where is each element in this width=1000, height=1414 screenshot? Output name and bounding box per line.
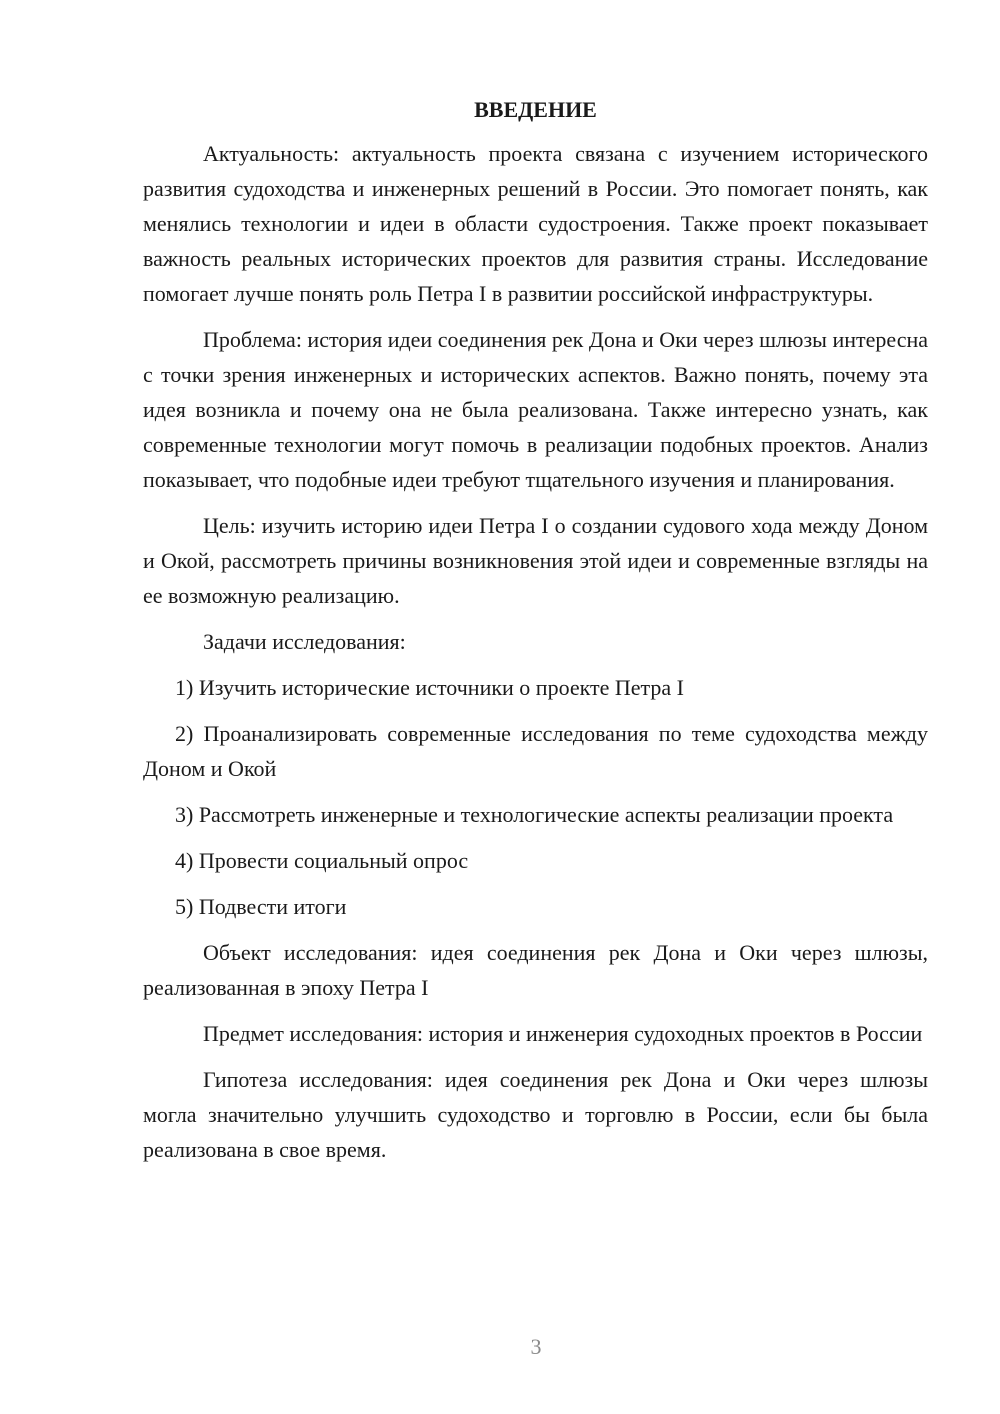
goal-paragraph: Цель: изучить историю идеи Петра I о создании судового хода между Доном и Окой, рассмотреть причины возникновения этой идеи и современные взгляды на ее возможную реализацию. <box>143 513 928 608</box>
problem-paragraph: Проблема: история идеи соединения рек Дона и Оки через шлюзы интересна с точки зрения инженерных и исторических аспектов. Важно понять, почему эта идея возникла и почему она не была реализована. Также интересно узнать, как современные технологии могут помочь в реализации подобных проектов. Анализ показывает, что подобные идеи требуют тщательного изучения и планирования. <box>143 327 928 492</box>
subject-paragraph: Предмет исследования: история и инженерия судоходных проектов в России <box>203 1021 923 1046</box>
page-title: ВВЕДЕНИЕ <box>474 97 597 122</box>
hypothesis-paragraph: Гипотеза исследования: идея соединения рек Дона и Оки через шлюзы могла значительно улучшить судоходство и торговлю в России, если бы была реализована в свое время. <box>143 1067 928 1162</box>
relevance-paragraph: Актуальность: актуальность проекта связана с изучением исторического развития судоходства и инженерных решений в России. Это помогает понять, как менялись технологии и идеи в области судостроения. Также проект показывает важность реальных исторических проектов для развития страны. Исследование помогает лучше понять роль Петра I в развитии российской инфраструктуры. <box>143 141 928 306</box>
document-page <box>143 95 928 1178</box>
task-item: 3) Рассмотреть инженерные и технологические аспекты реализации проекта <box>175 802 894 827</box>
tasks-heading: Задачи исследования: <box>203 629 406 654</box>
page-number: 3 <box>530 1334 542 1359</box>
task-item: 5) Подвести итоги <box>175 894 347 919</box>
task-item: 4) Провести социальный опрос <box>175 848 469 873</box>
task-item: 1) Изучить исторические источники о проекте Петра I <box>175 675 685 700</box>
object-paragraph: Объект исследования: идея соединения рек Дона и Оки через шлюзы, реализованная в эпоху Петра I <box>143 940 928 1000</box>
task-item: 2) Проанализировать современные исследования по теме судоходства между Доном и Окой <box>143 721 928 781</box>
